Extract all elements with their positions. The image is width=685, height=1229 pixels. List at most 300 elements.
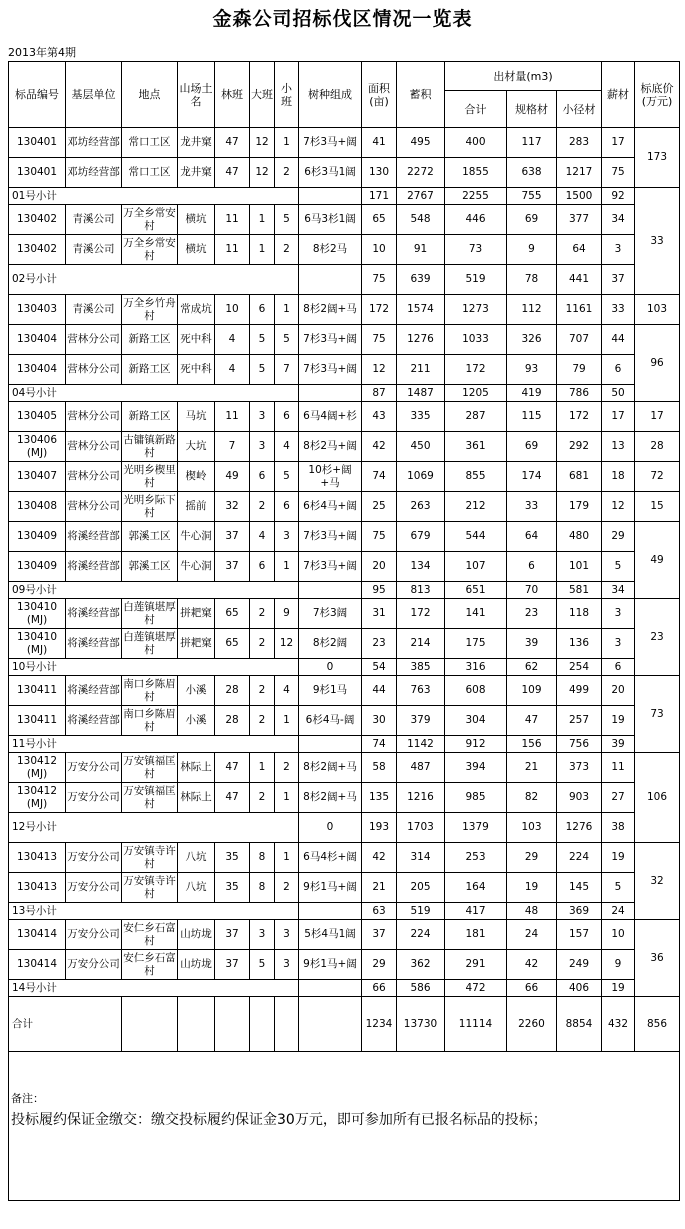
mountain-cell: 马坑 xyxy=(178,402,215,432)
stock-cell: 813 xyxy=(397,582,445,599)
header-forest-class: 林班 xyxy=(215,62,250,128)
stock-cell: 91 xyxy=(397,235,445,265)
output-small-cell: 172 xyxy=(557,402,602,432)
area-cell: 95 xyxy=(362,582,397,599)
output-small-cell: 786 xyxy=(557,385,602,402)
fuel-cell: 24 xyxy=(602,903,635,920)
output-spec-cell: 755 xyxy=(507,188,557,205)
unit-cell: 青溪公司 xyxy=(66,295,122,325)
place-cell: 万安镇寺许村 xyxy=(122,843,178,873)
header-place: 地点 xyxy=(122,62,178,128)
subtotal-row xyxy=(9,813,680,843)
mountain-cell: 牛心洞 xyxy=(178,522,215,552)
species-cell xyxy=(299,188,362,205)
code-cell: 130414 xyxy=(9,950,66,980)
fuel-cell: 33 xyxy=(602,295,635,325)
unit-cell: 营林分公司 xyxy=(66,325,122,355)
species-cell xyxy=(299,265,362,295)
forest-class-cell: 11 xyxy=(215,235,250,265)
total-label: 合计 xyxy=(9,997,122,1052)
subtotal-row xyxy=(9,385,680,402)
output-total-cell: 253 xyxy=(445,843,507,873)
base-price-cell: 49 xyxy=(635,522,680,599)
output-total-cell: 855 xyxy=(445,462,507,492)
mountain-cell: 大坑 xyxy=(178,432,215,462)
species-cell: 0 xyxy=(299,659,362,676)
output-total-cell: 394 xyxy=(445,753,507,783)
output-small-cell: 499 xyxy=(557,676,602,706)
output-small-cell: 681 xyxy=(557,462,602,492)
subtotal-label: 10号小计 xyxy=(9,659,299,676)
place-cell: 古镛镇新路村 xyxy=(122,432,178,462)
fuel-cell: 29 xyxy=(602,522,635,552)
big-class-cell: 2 xyxy=(250,676,275,706)
table-row xyxy=(9,920,680,950)
big-class-cell: 8 xyxy=(250,873,275,903)
code-cell: 130411 xyxy=(9,676,66,706)
output-spec-cell: 47 xyxy=(507,706,557,736)
output-small-cell: 179 xyxy=(557,492,602,522)
table-row xyxy=(9,432,680,462)
output-total-cell: 2255 xyxy=(445,188,507,205)
code-cell: 130404 xyxy=(9,355,66,385)
area-cell: 172 xyxy=(362,295,397,325)
species-cell: 8杉2马 xyxy=(299,235,362,265)
species-cell: 9杉1马+阔 xyxy=(299,873,362,903)
output-small-cell: 145 xyxy=(557,873,602,903)
big-class-cell: 6 xyxy=(250,295,275,325)
output-spec-cell: 48 xyxy=(507,903,557,920)
big-class-cell: 1 xyxy=(250,205,275,235)
small-class-cell: 3 xyxy=(275,950,299,980)
output-total-cell: 1033 xyxy=(445,325,507,355)
fuel-cell: 10 xyxy=(602,920,635,950)
species-cell: 7杉3马+阔 xyxy=(299,522,362,552)
base-price-cell: 73 xyxy=(635,676,680,753)
output-small-cell: 292 xyxy=(557,432,602,462)
place-cell: 郭溪工区 xyxy=(122,552,178,582)
table-row xyxy=(9,843,680,873)
output-spec-cell: 326 xyxy=(507,325,557,355)
base-price-cell: 17 xyxy=(635,402,680,432)
place-cell: 万全乡竹舟村 xyxy=(122,295,178,325)
small-class-cell: 4 xyxy=(275,432,299,462)
unit-cell: 营林分公司 xyxy=(66,402,122,432)
species-cell: 5杉4马1阔 xyxy=(299,920,362,950)
place-cell: 常口工区 xyxy=(122,158,178,188)
fuel-cell: 20 xyxy=(602,676,635,706)
subtotal-row xyxy=(9,903,680,920)
small-class-cell: 2 xyxy=(275,235,299,265)
total-output-total: 11114 xyxy=(445,997,507,1052)
unit-cell: 邓坊经营部 xyxy=(66,128,122,158)
stock-cell: 314 xyxy=(397,843,445,873)
total-row xyxy=(9,997,680,1052)
output-spec-cell: 78 xyxy=(507,265,557,295)
unit-cell: 将溪经营部 xyxy=(66,599,122,629)
area-cell: 37 xyxy=(362,920,397,950)
small-class-cell: 2 xyxy=(275,753,299,783)
forest-class-cell: 28 xyxy=(215,676,250,706)
header-species: 树种组成 xyxy=(299,62,362,128)
note-text: 投标履约保证金缴交：缴交投标履约保证金30万元，即可参加所有已报名标品的投标； xyxy=(11,1112,547,1128)
forest-class-cell: 47 xyxy=(215,783,250,813)
fuel-cell: 12 xyxy=(602,492,635,522)
output-small-cell: 373 xyxy=(557,753,602,783)
place-cell: 安仁乡石富村 xyxy=(122,920,178,950)
species-cell: 7杉3马+阔 xyxy=(299,325,362,355)
species-cell: 6马4杉+阔 xyxy=(299,843,362,873)
stock-cell: 224 xyxy=(397,920,445,950)
place-cell: 白莲镇堪厚村 xyxy=(122,629,178,659)
output-spec-cell: 117 xyxy=(507,128,557,158)
stock-cell: 2272 xyxy=(397,158,445,188)
area-cell: 41 xyxy=(362,128,397,158)
subtotal-label: 11号小计 xyxy=(9,736,299,753)
place-cell: 南口乡陈眉村 xyxy=(122,676,178,706)
table-row xyxy=(9,462,680,492)
table-row xyxy=(9,158,680,188)
empty-cell xyxy=(299,997,362,1052)
stock-cell: 362 xyxy=(397,950,445,980)
big-class-cell: 12 xyxy=(250,158,275,188)
area-cell: 65 xyxy=(362,205,397,235)
stock-cell: 586 xyxy=(397,980,445,997)
subtotal-row xyxy=(9,582,680,599)
unit-cell: 万安分公司 xyxy=(66,950,122,980)
place-cell: 郭溪工区 xyxy=(122,522,178,552)
area-cell: 10 xyxy=(362,235,397,265)
unit-cell: 营林分公司 xyxy=(66,355,122,385)
small-class-cell: 1 xyxy=(275,295,299,325)
subtotal-row xyxy=(9,736,680,753)
species-cell: 8杉2马+阔 xyxy=(299,432,362,462)
big-class-cell: 12 xyxy=(250,128,275,158)
output-small-cell: 707 xyxy=(557,325,602,355)
code-cell: 130402 xyxy=(9,235,66,265)
output-small-cell: 79 xyxy=(557,355,602,385)
mountain-cell: 死中科 xyxy=(178,325,215,355)
fuel-cell: 6 xyxy=(602,355,635,385)
base-price-cell: 32 xyxy=(635,843,680,920)
area-cell: 30 xyxy=(362,706,397,736)
header-area: 面积(亩) xyxy=(362,62,397,128)
big-class-cell: 1 xyxy=(250,753,275,783)
empty-cell xyxy=(275,997,299,1052)
fuel-cell: 50 xyxy=(602,385,635,402)
output-total-cell: 1205 xyxy=(445,385,507,402)
output-small-cell: 369 xyxy=(557,903,602,920)
mountain-cell: 小溪 xyxy=(178,706,215,736)
output-small-cell: 257 xyxy=(557,706,602,736)
subtotal-row xyxy=(9,980,680,997)
small-class-cell: 5 xyxy=(275,325,299,355)
table-row xyxy=(9,676,680,706)
small-class-cell: 2 xyxy=(275,873,299,903)
fuel-cell: 19 xyxy=(602,706,635,736)
fuel-cell: 6 xyxy=(602,659,635,676)
output-spec-cell: 93 xyxy=(507,355,557,385)
code-cell: 130406 (MJ) xyxy=(9,432,66,462)
base-price-cell: 15 xyxy=(635,492,680,522)
table-row xyxy=(9,205,680,235)
code-cell: 130409 xyxy=(9,552,66,582)
small-class-cell: 1 xyxy=(275,552,299,582)
unit-cell: 将溪经营部 xyxy=(66,522,122,552)
area-cell: 21 xyxy=(362,873,397,903)
mountain-cell: 林际上 xyxy=(178,753,215,783)
output-total-cell: 544 xyxy=(445,522,507,552)
stock-cell: 450 xyxy=(397,432,445,462)
stock-cell: 214 xyxy=(397,629,445,659)
output-spec-cell: 64 xyxy=(507,522,557,552)
period-label: 2013年第4期 xyxy=(8,46,76,59)
fuel-cell: 9 xyxy=(602,950,635,980)
mountain-cell: 八坑 xyxy=(178,843,215,873)
species-cell: 7杉3马+阔 xyxy=(299,128,362,158)
small-class-cell: 4 xyxy=(275,676,299,706)
place-cell: 万全乡常安村 xyxy=(122,235,178,265)
output-spec-cell: 103 xyxy=(507,813,557,843)
area-cell: 193 xyxy=(362,813,397,843)
stock-cell: 495 xyxy=(397,128,445,158)
code-cell: 130413 xyxy=(9,843,66,873)
total-area: 1234 xyxy=(362,997,397,1052)
output-small-cell: 480 xyxy=(557,522,602,552)
base-price-cell: 96 xyxy=(635,325,680,402)
fuel-cell: 11 xyxy=(602,753,635,783)
species-cell: 7杉3阔 xyxy=(299,599,362,629)
output-spec-cell: 6 xyxy=(507,552,557,582)
unit-cell: 营林分公司 xyxy=(66,432,122,462)
table-row xyxy=(9,783,680,813)
big-class-cell: 2 xyxy=(250,492,275,522)
small-class-cell: 3 xyxy=(275,920,299,950)
output-total-cell: 1379 xyxy=(445,813,507,843)
mountain-cell: 龙井窠 xyxy=(178,128,215,158)
output-total-cell: 316 xyxy=(445,659,507,676)
stock-cell: 1069 xyxy=(397,462,445,492)
unit-cell: 万安分公司 xyxy=(66,920,122,950)
output-spec-cell: 174 xyxy=(507,462,557,492)
big-class-cell: 5 xyxy=(250,355,275,385)
fuel-cell: 92 xyxy=(602,188,635,205)
forest-class-cell: 37 xyxy=(215,522,250,552)
header-code: 标品编号 xyxy=(9,62,66,128)
output-total-cell: 400 xyxy=(445,128,507,158)
mountain-cell: 小溪 xyxy=(178,676,215,706)
stock-cell: 1703 xyxy=(397,813,445,843)
forest-class-cell: 47 xyxy=(215,128,250,158)
table-row xyxy=(9,753,680,783)
area-cell: 130 xyxy=(362,158,397,188)
header-output-spec: 规格材 xyxy=(507,91,557,128)
subtotal-row xyxy=(9,265,680,295)
area-cell: 29 xyxy=(362,950,397,980)
code-cell: 130402 xyxy=(9,205,66,235)
area-cell: 23 xyxy=(362,629,397,659)
small-class-cell: 9 xyxy=(275,599,299,629)
forest-class-cell: 37 xyxy=(215,920,250,950)
output-spec-cell: 33 xyxy=(507,492,557,522)
forest-class-cell: 35 xyxy=(215,843,250,873)
output-spec-cell: 109 xyxy=(507,676,557,706)
header-base-price: 标底价(万元) xyxy=(635,62,680,128)
forest-class-cell: 32 xyxy=(215,492,250,522)
species-cell: 6马4阔+杉 xyxy=(299,402,362,432)
area-cell: 58 xyxy=(362,753,397,783)
stock-cell: 211 xyxy=(397,355,445,385)
small-class-cell: 5 xyxy=(275,205,299,235)
fuel-cell: 3 xyxy=(602,599,635,629)
output-total-cell: 291 xyxy=(445,950,507,980)
table-row xyxy=(9,522,680,552)
base-price-cell: 28 xyxy=(635,432,680,462)
table-row xyxy=(9,492,680,522)
forest-class-cell: 4 xyxy=(215,325,250,355)
area-cell: 75 xyxy=(362,325,397,355)
output-small-cell: 441 xyxy=(557,265,602,295)
base-price-cell: 173 xyxy=(635,128,680,188)
mountain-cell: 拼耙窠 xyxy=(178,599,215,629)
output-small-cell: 283 xyxy=(557,128,602,158)
note-cell xyxy=(9,1052,680,1201)
small-class-cell: 2 xyxy=(275,158,299,188)
stock-cell: 1574 xyxy=(397,295,445,325)
note-row xyxy=(9,1052,680,1201)
stock-cell: 2767 xyxy=(397,188,445,205)
stock-cell: 335 xyxy=(397,402,445,432)
big-class-cell: 6 xyxy=(250,462,275,492)
area-cell: 66 xyxy=(362,980,397,997)
species-cell: 6马3杉1阔 xyxy=(299,205,362,235)
place-cell: 万全乡常安村 xyxy=(122,205,178,235)
area-cell: 20 xyxy=(362,552,397,582)
species-cell: 8杉2阔+马 xyxy=(299,295,362,325)
page-title: 金森公司招标伐区情况一览表 xyxy=(212,8,473,30)
species-cell: 9杉1马+阔 xyxy=(299,950,362,980)
code-cell: 130414 xyxy=(9,920,66,950)
forest-class-cell: 11 xyxy=(215,205,250,235)
total-output-spec: 2260 xyxy=(507,997,557,1052)
place-cell: 万安镇福匡村 xyxy=(122,783,178,813)
bidding-table xyxy=(8,61,680,1201)
empty-cell xyxy=(250,997,275,1052)
mountain-cell: 山坊垅 xyxy=(178,920,215,950)
fuel-cell: 39 xyxy=(602,736,635,753)
stock-cell: 679 xyxy=(397,522,445,552)
table-row xyxy=(9,235,680,265)
stock-cell: 172 xyxy=(397,599,445,629)
forest-class-cell: 65 xyxy=(215,599,250,629)
output-small-cell: 224 xyxy=(557,843,602,873)
code-cell: 130401 xyxy=(9,128,66,158)
small-class-cell: 1 xyxy=(275,706,299,736)
fuel-cell: 18 xyxy=(602,462,635,492)
output-total-cell: 472 xyxy=(445,980,507,997)
fuel-cell: 44 xyxy=(602,325,635,355)
species-cell xyxy=(299,736,362,753)
place-cell: 新路工区 xyxy=(122,325,178,355)
code-cell: 130412 (MJ) xyxy=(9,753,66,783)
header-fuel: 薪材 xyxy=(602,62,635,128)
output-total-cell: 172 xyxy=(445,355,507,385)
header-mountain: 山场土名 xyxy=(178,62,215,128)
empty-cell xyxy=(178,997,215,1052)
big-class-cell: 1 xyxy=(250,235,275,265)
big-class-cell: 3 xyxy=(250,920,275,950)
table-row xyxy=(9,552,680,582)
table-row xyxy=(9,629,680,659)
fuel-cell: 27 xyxy=(602,783,635,813)
table-row xyxy=(9,128,680,158)
place-cell: 白莲镇堪厚村 xyxy=(122,599,178,629)
mountain-cell: 摇前 xyxy=(178,492,215,522)
output-total-cell: 164 xyxy=(445,873,507,903)
small-class-cell: 7 xyxy=(275,355,299,385)
table-row xyxy=(9,355,680,385)
mountain-cell: 牛心洞 xyxy=(178,552,215,582)
forest-class-cell: 37 xyxy=(215,950,250,980)
output-total-cell: 181 xyxy=(445,920,507,950)
stock-cell: 263 xyxy=(397,492,445,522)
fuel-cell: 13 xyxy=(602,432,635,462)
output-spec-cell: 69 xyxy=(507,205,557,235)
fuel-cell: 75 xyxy=(602,158,635,188)
output-small-cell: 756 xyxy=(557,736,602,753)
fuel-cell: 5 xyxy=(602,552,635,582)
forest-class-cell: 65 xyxy=(215,629,250,659)
output-total-cell: 446 xyxy=(445,205,507,235)
subtotal-label: 04号小计 xyxy=(9,385,299,402)
small-class-cell: 1 xyxy=(275,128,299,158)
place-cell: 万安镇福匡村 xyxy=(122,753,178,783)
area-cell: 31 xyxy=(362,599,397,629)
forest-class-cell: 49 xyxy=(215,462,250,492)
code-cell: 130404 xyxy=(9,325,66,355)
mountain-cell: 龙井窠 xyxy=(178,158,215,188)
area-cell: 42 xyxy=(362,432,397,462)
output-spec-cell: 66 xyxy=(507,980,557,997)
big-class-cell: 2 xyxy=(250,706,275,736)
place-cell: 万安镇寺许村 xyxy=(122,873,178,903)
header-big-class: 大班 xyxy=(250,62,275,128)
output-spec-cell: 69 xyxy=(507,432,557,462)
output-spec-cell: 23 xyxy=(507,599,557,629)
species-cell: 7杉3马+阔 xyxy=(299,552,362,582)
code-cell: 130409 xyxy=(9,522,66,552)
area-cell: 44 xyxy=(362,676,397,706)
species-cell: 0 xyxy=(299,813,362,843)
area-cell: 171 xyxy=(362,188,397,205)
output-total-cell: 212 xyxy=(445,492,507,522)
stock-cell: 1142 xyxy=(397,736,445,753)
output-small-cell: 64 xyxy=(557,235,602,265)
output-spec-cell: 62 xyxy=(507,659,557,676)
area-cell: 74 xyxy=(362,462,397,492)
table-row xyxy=(9,873,680,903)
subtotal-label: 13号小计 xyxy=(9,903,299,920)
forest-class-cell: 11 xyxy=(215,402,250,432)
output-small-cell: 581 xyxy=(557,582,602,599)
unit-cell: 万安分公司 xyxy=(66,753,122,783)
table-row xyxy=(9,325,680,355)
header-stock: 蓄积 xyxy=(397,62,445,128)
code-cell: 130412 (MJ) xyxy=(9,783,66,813)
fuel-cell: 3 xyxy=(602,235,635,265)
big-class-cell: 2 xyxy=(250,599,275,629)
output-small-cell: 249 xyxy=(557,950,602,980)
